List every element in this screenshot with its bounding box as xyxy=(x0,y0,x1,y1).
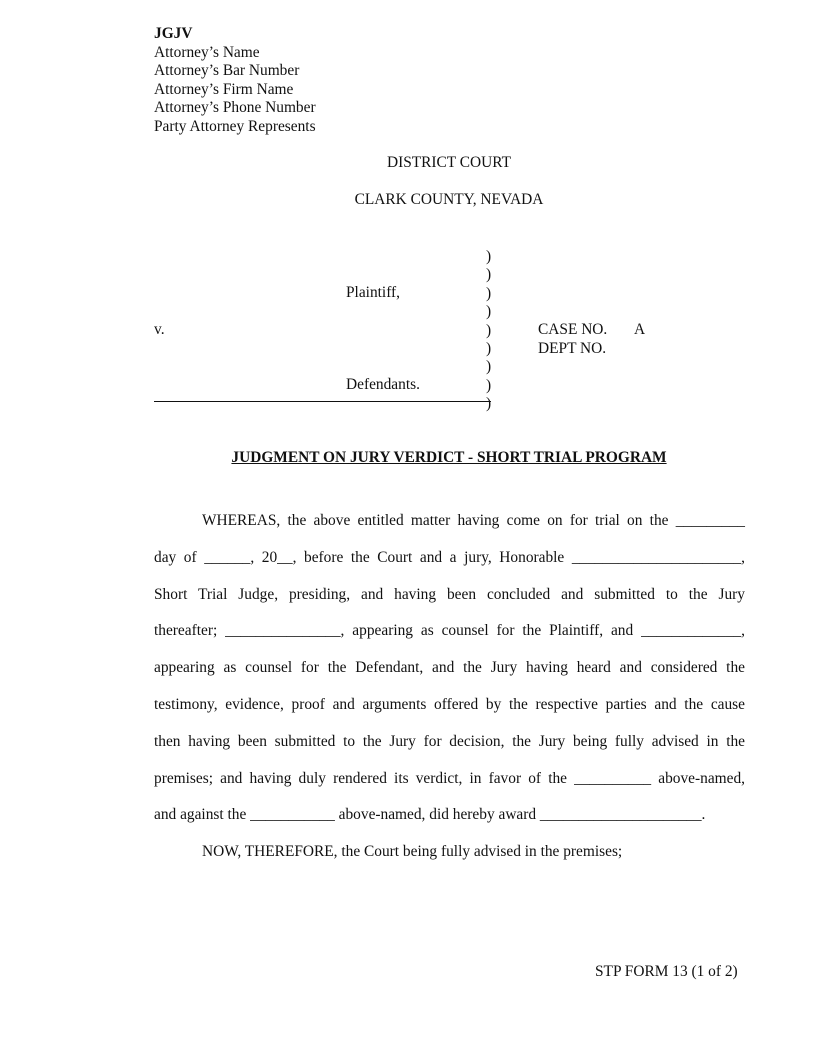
case-caption xyxy=(154,248,754,418)
defendants-label: Defendants. xyxy=(346,376,420,393)
attorney-bar-number: Attorney’s Bar Number xyxy=(154,62,300,79)
attorney-name: Attorney’s Name xyxy=(154,43,260,61)
party-represented: Party Attorney Represents xyxy=(154,117,316,135)
form-code: JGJV xyxy=(154,25,193,42)
body-line: thereafter; _______________, appearing as counsel for the Plaintiff, and _____________, xyxy=(154,622,745,640)
document-title: JUDGMENT ON JURY VERDICT - SHORT TRIAL PROGRAM xyxy=(231,449,667,466)
versus-label: v. xyxy=(154,321,165,338)
caption-parentheses: ) ) ) ) ) ) ) ) ) xyxy=(486,248,492,413)
body-line: WHEREAS, the above entitled matter having come on for trial on the _________ xyxy=(202,512,745,529)
attorney-phone: Attorney’s Phone Number xyxy=(154,99,316,116)
plaintiff-label: Plaintiff, xyxy=(346,284,401,301)
body-line: appearing as counsel for the Defendant, and the Jury having heard and considered the xyxy=(154,659,745,677)
body-line: then having been submitted to the Jury for decision, the Jury being fully advised in the xyxy=(154,732,745,750)
form-footer: STP FORM 13 (1 of 2) xyxy=(595,963,738,980)
judgment-body xyxy=(154,503,745,871)
caption-rule xyxy=(154,401,491,402)
case-number-label: CASE NO. xyxy=(538,321,608,338)
body-line: testimony, evidence, proof and arguments offered by the respective parties and the cause xyxy=(154,695,745,713)
court-name: DISTRICT COURT xyxy=(386,154,512,171)
dept-number-label: DEPT NO. xyxy=(538,340,607,357)
attorney-firm-name: Attorney’s Firm Name xyxy=(154,80,294,98)
body-line: and against the ___________ above-named, did hereby award _____________________. xyxy=(154,806,706,824)
attorney-header xyxy=(154,25,316,136)
body-line: NOW, THEREFORE, the Court being fully advised in the premises; xyxy=(202,843,623,861)
case-number-value: A xyxy=(634,321,646,338)
body-line: Short Trial Judge, presiding, and having been concluded and submitted to the Jury xyxy=(154,585,745,603)
body-line: day of ______, 20__, before the Court and a jury, Honorable ______________________, xyxy=(154,548,745,566)
court-county: CLARK COUNTY, NEVADA xyxy=(354,191,544,208)
body-line: premises; and having duly rendered its verdict, in favor of the __________ above-named, xyxy=(154,769,745,787)
